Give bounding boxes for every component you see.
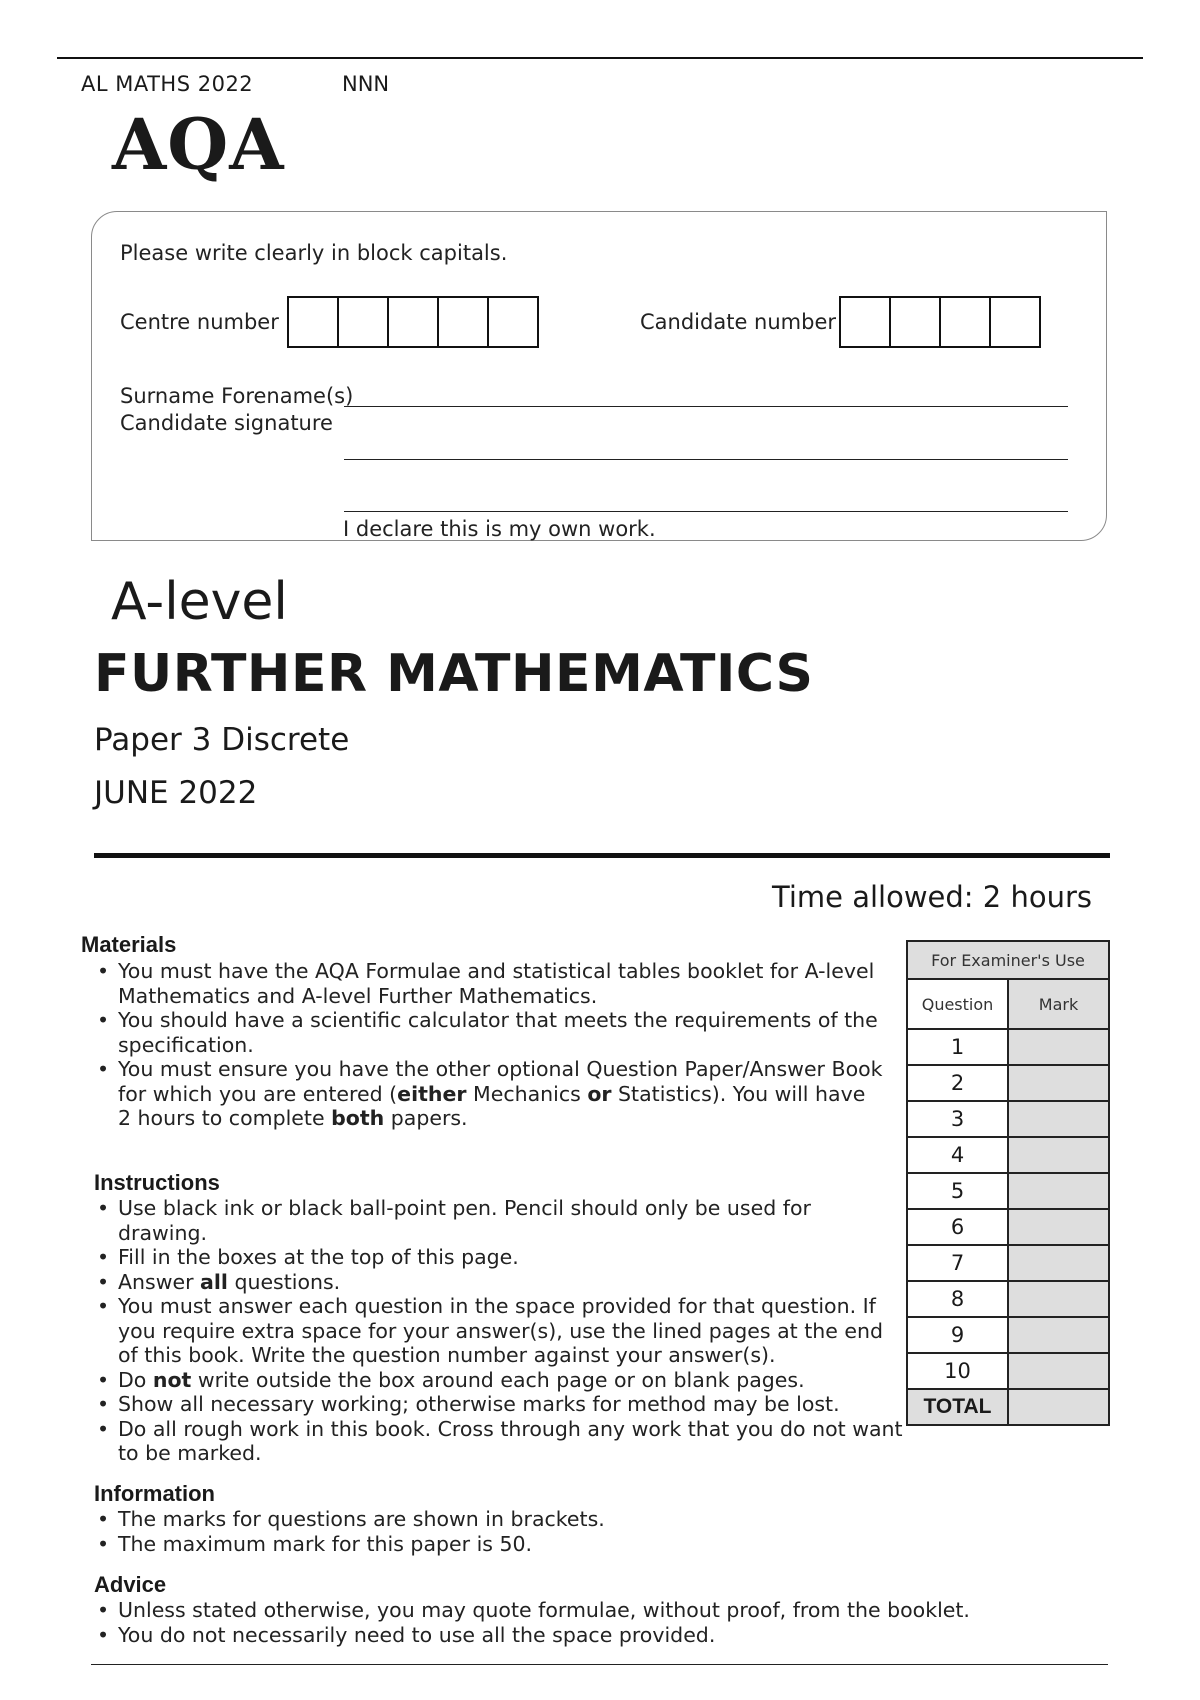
- item-text: Show all necessary working; otherwise marks for method may be lost.: [118, 1392, 840, 1416]
- total-label: TOTAL: [907, 1389, 1008, 1425]
- candidate-digit-box[interactable]: [839, 296, 891, 348]
- item-text: You must answer each question in the space provided for that question. If you require extra space for your answer(s), use the lined pages at the end of this book. Write the question number against your answer(s).: [118, 1294, 884, 1367]
- question-number: 10: [907, 1353, 1008, 1389]
- qualification-level: A-level: [111, 572, 288, 632]
- paper-title: Paper 3 Discrete: [94, 722, 350, 758]
- examiners-use-title: For Examiner's Use: [907, 941, 1109, 979]
- mark-cell[interactable]: [1008, 1281, 1109, 1317]
- question-number: 4: [907, 1137, 1008, 1173]
- item-text: The marks for questions are shown in brackets.: [118, 1507, 605, 1531]
- item-text: Unless stated otherwise, you may quote formulae, without proof, from the booklet.: [118, 1598, 970, 1622]
- centre-number-boxes: [287, 296, 539, 348]
- footer-rule: [91, 1664, 1108, 1665]
- mark-cell[interactable]: [1008, 1173, 1109, 1209]
- item-text: Use black ink or black ball-point pen. Pencil should only be used for drawing.: [118, 1196, 811, 1245]
- advice-list: [94, 1598, 1094, 1647]
- mark-cell[interactable]: [1008, 1353, 1109, 1389]
- mark-cell[interactable]: [1008, 1029, 1109, 1065]
- list-item: [94, 1392, 904, 1417]
- block-capitals-instruction: Please write clearly in block capitals.: [120, 241, 508, 265]
- candidate-signature-label: Candidate signature: [120, 411, 333, 435]
- list-item: [94, 1270, 904, 1295]
- mark-cell[interactable]: [1008, 1209, 1109, 1245]
- centre-digit-box[interactable]: [337, 296, 389, 348]
- centre-digit-box[interactable]: [437, 296, 489, 348]
- list-item: [94, 1294, 904, 1368]
- list-item: [94, 1008, 884, 1057]
- list-item: [94, 1532, 994, 1557]
- table-row: [907, 1137, 1109, 1173]
- list-item: [94, 1368, 904, 1393]
- list-item: [94, 1507, 994, 1532]
- centre-digit-box[interactable]: [287, 296, 339, 348]
- surname-forename-label: Surname Forename(s): [120, 384, 354, 408]
- candidate-digit-box[interactable]: [889, 296, 941, 348]
- item-text: Answer: [118, 1269, 201, 1294]
- question-number: 9: [907, 1317, 1008, 1353]
- mark-cell[interactable]: [1008, 1137, 1109, 1173]
- list-item: [94, 1623, 1094, 1648]
- header-exam-code: AL MATHS 2022: [81, 72, 254, 96]
- centre-digit-box[interactable]: [387, 296, 439, 348]
- emphasis-text: or: [587, 1081, 612, 1106]
- mark-cell[interactable]: [1008, 1317, 1109, 1353]
- emphasis-text: either: [397, 1081, 467, 1106]
- item-text: papers.: [384, 1106, 468, 1130]
- emphasis-text: both: [331, 1106, 385, 1130]
- instructions-heading: Instructions: [94, 1170, 220, 1195]
- mark-cell[interactable]: [1008, 1101, 1109, 1137]
- item-text: Do all rough work in this book. Cross through any work that you do not want to be marked.: [118, 1416, 903, 1465]
- mark-cell[interactable]: [1008, 1245, 1109, 1281]
- question-number: 2: [907, 1065, 1008, 1101]
- list-item: [94, 959, 884, 1008]
- question-number: 6: [907, 1209, 1008, 1245]
- aqa-logo: AQA: [112, 103, 285, 186]
- emphasis-text: all: [200, 1269, 228, 1294]
- examiners-use-table: [906, 940, 1110, 1426]
- list-item: [94, 1598, 1094, 1623]
- question-number: 1: [907, 1029, 1008, 1065]
- information-list: [94, 1507, 994, 1556]
- item-text: You should have a scientific calculator that meets the requirements of the specification.: [118, 1008, 878, 1057]
- forename-line[interactable]: [344, 459, 1068, 460]
- subject-title: FURTHER MATHEMATICS: [94, 644, 814, 704]
- list-item: [94, 1245, 904, 1270]
- candidate-number-label: Candidate number: [640, 310, 836, 334]
- centre-number-label: Centre number: [120, 310, 279, 334]
- mark-cell[interactable]: [1008, 1065, 1109, 1101]
- declaration-text: I declare this is my own work.: [343, 517, 656, 541]
- table-row: [907, 1317, 1109, 1353]
- total-mark-cell[interactable]: [1008, 1389, 1109, 1425]
- item-text: Fill in the boxes at the top of this page.: [118, 1245, 519, 1269]
- item-text: Mechanics: [466, 1081, 588, 1106]
- header-code-right: NNN: [342, 72, 390, 96]
- total-row: [907, 1389, 1109, 1425]
- item-text: The maximum mark for this paper is 50.: [118, 1531, 533, 1556]
- item-text: Do: [118, 1367, 153, 1392]
- table-row: [907, 1173, 1109, 1209]
- centre-digit-box[interactable]: [487, 296, 539, 348]
- item-text: You must ensure you have the other optional Question Paper/Answer Book for which you are entered (: [118, 1057, 883, 1106]
- question-number: 5: [907, 1173, 1008, 1209]
- surname-line[interactable]: [344, 406, 1068, 407]
- candidate-digit-box[interactable]: [989, 296, 1041, 348]
- top-rule: [57, 57, 1143, 59]
- question-column-header: Question: [907, 979, 1008, 1029]
- table-row: [907, 1101, 1109, 1137]
- table-row: [907, 1065, 1109, 1101]
- materials-heading: Materials: [81, 932, 177, 957]
- item-text: You must have the AQA Formulae and statistical tables booklet for A-level Mathematics and A-level Further Mathematics.: [118, 959, 875, 1008]
- instructions-list: [94, 1196, 904, 1466]
- advice-heading: Advice: [94, 1572, 167, 1597]
- question-number: 8: [907, 1281, 1008, 1317]
- title-rule: [94, 853, 1110, 858]
- item-text: You do not necessarily need to use all the space provided.: [118, 1622, 716, 1647]
- emphasis-text: not: [152, 1367, 192, 1392]
- item-text: write outside the box around each page or on blank pages.: [191, 1367, 805, 1392]
- materials-list: [94, 959, 884, 1131]
- candidate-number-boxes: [839, 296, 1041, 348]
- exam-date: JUNE 2022: [94, 775, 258, 811]
- time-allowed: Time allowed: 2 hours: [772, 880, 1092, 914]
- list-item: [94, 1057, 884, 1131]
- item-text: questions.: [227, 1269, 341, 1294]
- table-row: [907, 1281, 1109, 1317]
- mark-column-header: Mark: [1008, 979, 1109, 1029]
- list-item: [94, 1196, 904, 1245]
- signature-line[interactable]: [344, 511, 1068, 512]
- list-item: [94, 1417, 904, 1466]
- table-row: [907, 1353, 1109, 1389]
- question-number: 7: [907, 1245, 1008, 1281]
- table-row: [907, 1245, 1109, 1281]
- item-text: Statistics). You will have 2 hours to complete: [118, 1081, 866, 1130]
- information-heading: Information: [94, 1481, 215, 1506]
- table-row: [907, 1029, 1109, 1065]
- question-number: 3: [907, 1101, 1008, 1137]
- candidate-digit-box[interactable]: [939, 296, 991, 348]
- table-row: [907, 1209, 1109, 1245]
